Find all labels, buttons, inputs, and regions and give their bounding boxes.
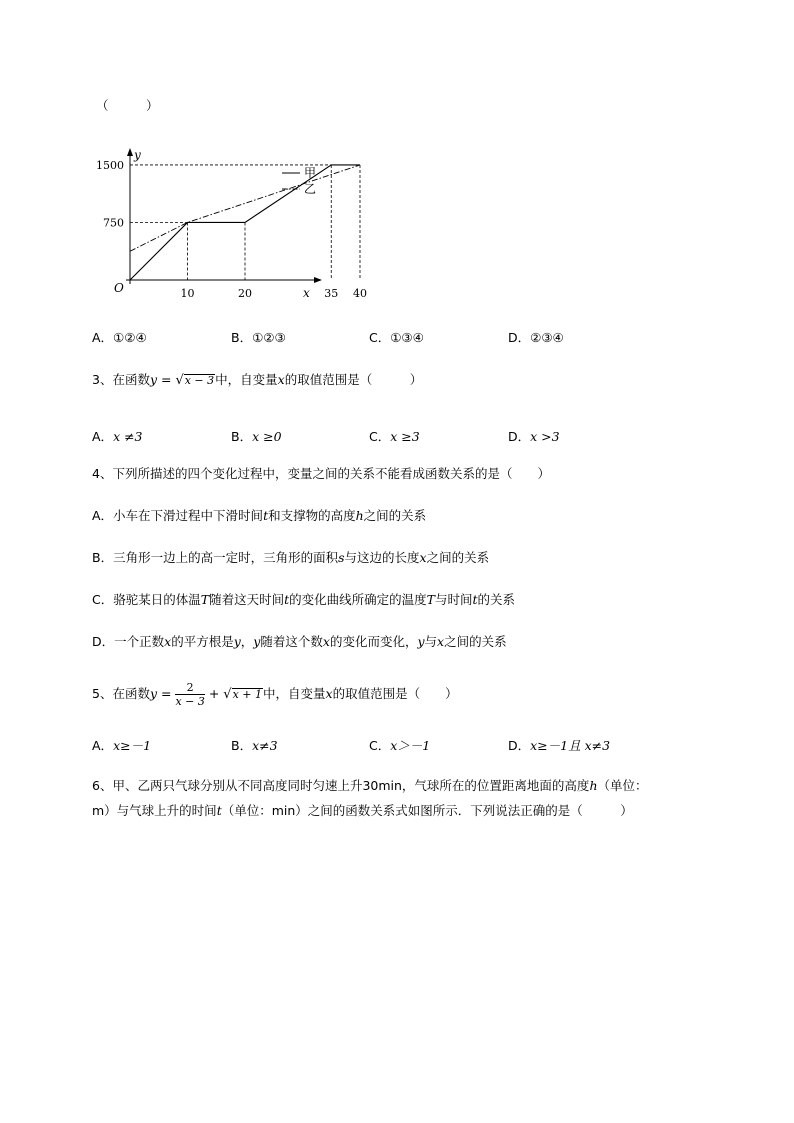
y-axis-label: y [134, 148, 141, 162]
q4-option-d: D．一个正数x的平方根是y，y随着这个数x的变化而变化，y与x之间的关系 [92, 634, 507, 649]
q3-option-b: B．x ≥0 [231, 429, 282, 444]
q2-option-a: A．①②④ [92, 330, 147, 345]
q4-option-b: B．三角形一边上的高一定时，三角形的面积s与这边的长度x之间的关系 [92, 550, 490, 565]
answer-paren: （ ） [96, 98, 159, 113]
q3-stem [92, 374, 422, 387]
q5-option-d: D．x≥－1且 x≠3 [508, 738, 611, 753]
legend-jia-label: 甲 [304, 166, 317, 180]
q5-stem: 5、在函数y = $\frac{2}{x - 3}$ + √x + 1中，自变量x的取值范围是（ ） [92, 681, 458, 708]
q3-middle: 中，自变量 [215, 372, 278, 387]
x-axis-label: x [303, 286, 310, 300]
q3-option-d: D．x >3 [508, 429, 560, 444]
q3-var: x [277, 372, 285, 387]
y-axis-arrow [127, 148, 133, 156]
q3-option-c: C．x ≥3 [369, 429, 420, 444]
q2-option-b: B．①②③ [231, 330, 286, 345]
q5-option-c: C．x＞－1 [369, 738, 431, 753]
x-tick-label: 10 [180, 287, 195, 300]
q5-option-b: B．x≠3 [231, 738, 278, 753]
q3-sqrt: √x − 3 [175, 373, 215, 388]
q4-stem: 4、下列所描述的四个变化过程中，变量之间的关系不能看成函数关系的是（ ） [92, 466, 550, 481]
q5-option-a: A．x≥－1 [92, 738, 152, 753]
q3-suffix: 的取值范围是（ ） [284, 372, 423, 387]
x-axis-arrow [314, 277, 322, 283]
q2-option-d: D．②③④ [508, 330, 564, 345]
q3-lhs: y [149, 372, 158, 387]
q6-line1: 6、甲、乙两只气球分别从不同高度同时匀速上升30min，气球所在的位置距离地面的高度h（单位： [92, 778, 648, 793]
q4-option-a: A．小车在下滑过程中下滑时间t和支撑物的高度h之间的关系 [92, 508, 427, 523]
x-tick-label: 20 [238, 287, 252, 300]
q3-prefix: 3、在函数 [92, 372, 150, 387]
legend-yi-label: 乙 [304, 182, 317, 196]
q3-eq: = [157, 372, 176, 387]
function-graph [92, 144, 367, 304]
q2-option-c: C．①③④ [369, 330, 424, 345]
x-tick-label: 40 [353, 287, 367, 300]
y-tick-label: 1500 [96, 158, 124, 172]
q3-option-a: A．x ≠3 [92, 429, 143, 444]
q4-option-c: C．骆驼某日的体温T随着这天时间t的变化曲线所确定的温度T与时间t的关系 [92, 592, 516, 607]
q6-line2: m）与气球上升的时间t（单位：min）之间的函数关系式如图所示．下列说法正确的是（ ） [92, 803, 633, 818]
x-tick-label: 35 [324, 287, 339, 300]
q5-fraction: $\frac{2}{x - 3}$ [175, 681, 205, 708]
origin-label: O [114, 281, 124, 295]
y-tick-label: 750 [103, 216, 124, 230]
q5-sqrt: √x + 1 [223, 687, 262, 702]
